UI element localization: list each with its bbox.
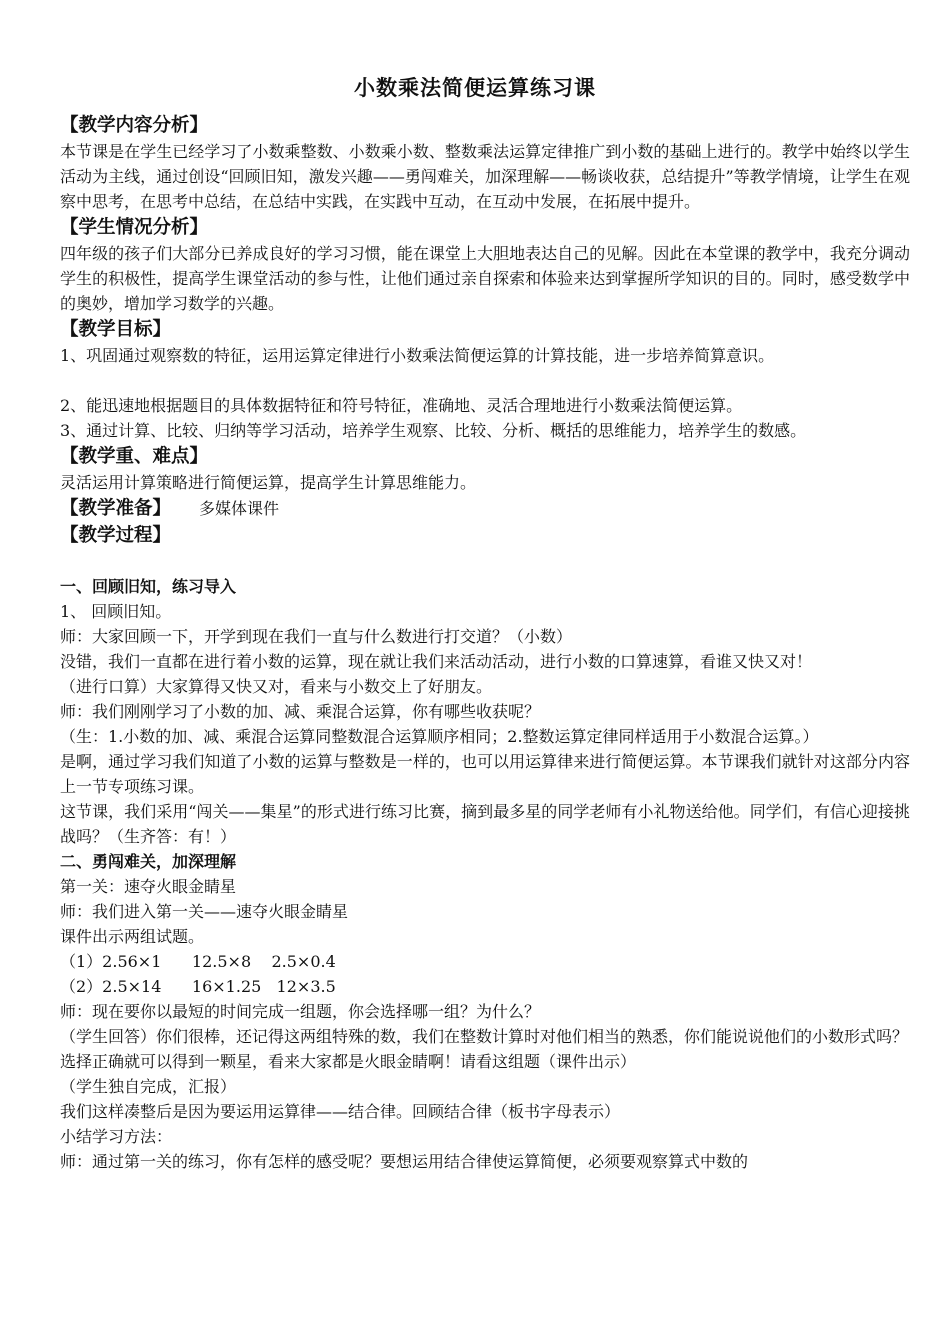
section-1-item: 1、 回顾旧知。 <box>60 602 172 621</box>
section-heading-2: 二、勇闯难关，加深理解 <box>60 852 237 871</box>
section-heading-1: 一、回顾旧知，练习导入 <box>60 577 237 596</box>
section-2-paragraph: （学生回答）你们很棒，还记得这两组特殊的数，我们在整数计算时对他们相当的熟悉，你们能说说他们的小数形式吗？ <box>60 1027 909 1046</box>
spacer <box>60 549 910 574</box>
section-2-paragraph: 选择正确就可以得到一颗星，看来大家都是火眼金睛啊！请看这组题（课件出示） <box>60 1052 637 1071</box>
goal-item-2: 2、能迅速地根据题目的具体数据特征和符号特征，准确地、灵活合理地进行小数乘法简便运算。 <box>60 396 743 415</box>
section-1-paragraph: 师：我们刚刚学习了小数的加、减、乘混合运算，你有哪些收获呢？ <box>60 702 541 721</box>
exercise-group-1: （1）2.56×1 12.5×8 2.5×0.4 <box>60 952 336 971</box>
goal-item-3: 3、通过计算、比较、归纳等学习活动，培养学生观察、比较、分析、概括的思维能力，培养学生的数感。 <box>60 421 807 440</box>
section-1-paragraph: 是啊，通过学习我们知道了小数的运算与整数是一样的，也可以用运算律来进行简便运算。本节课我们就针对这部分内容上一节专项练习课。 <box>60 752 910 796</box>
section-2-paragraph: 我们这样凑整后是因为要运用运算律——结合律。回顾结合律（板书字母表示） <box>60 1102 621 1121</box>
paragraph-content-analysis: 本节课是在学生已经学习了小数乘整数、小数乘小数、整数乘法运算定律推广到小数的基础上进行的。教学中始终以学生活动为主线，通过创设“回顾旧知，激发兴趣——勇闯难关，加深理解——畅谈收获，总结提升”等教学情境，让学生在观察中思考，在思考中总结，在总结中实践，在实践中互动，在互动中发展，在拓展中提升。 <box>60 142 910 211</box>
section-1-paragraph: （生：1.小数的加、减、乘混合运算同整数混合运算顺序相同；2.整数运算定律同样适用于小数混合运算。） <box>60 727 819 746</box>
paragraph-student-analysis: 四年级的孩子们大部分已养成良好的学习习惯，能在课堂上大胆地表达自己的见解。因此在本堂课的教学中，我充分调动学生的积极性，提高学生课堂活动的参与性，让他们通过亲自探索和体验来达到掌握所学知识的目的。同时，感受数学中的奥妙，增加学习数学的兴趣。 <box>60 244 910 313</box>
goal-item-1: 1、巩固通过观察数的特征，运用运算定律进行小数乘法简便运算的计算技能，进一步培养简算意识。 <box>60 346 775 365</box>
heading-teaching-goals: 【教学目标】 <box>60 319 172 340</box>
exercise-group-2: （2）2.5×14 16×1.25 12×3.5 <box>60 977 336 996</box>
section-1-paragraph: 这节课，我们采用“闯关——集星”的形式进行练习比赛，摘到最多星的同学老师有小礼物送给他。同学们，有信心迎接挑战吗？（生齐答：有！） <box>60 802 910 846</box>
heading-teaching-process: 【教学过程】 <box>60 525 172 546</box>
section-1-paragraph: （进行口算）大家算得又快又对，看来与小数交上了好朋友。 <box>60 677 493 696</box>
section-2-paragraph: 第一关：速夺火眼金睛星 <box>60 877 237 896</box>
section-2-paragraph: （学生独自完成，汇报） <box>60 1077 237 1096</box>
heading-content-analysis: 【教学内容分析】 <box>60 115 209 136</box>
document-title: 小数乘法简便运算练习课 <box>354 76 596 100</box>
spacer <box>60 368 910 393</box>
section-1-paragraph: 没错，我们一直都在进行着小数的运算，现在就让我们来活动活动，进行小数的口算速算，看谁又快又对！ <box>60 652 813 671</box>
section-2-paragraph: 师：我们进入第一关——速夺火眼金睛星 <box>60 902 349 921</box>
section-1-paragraph: 师：大家回顾一下，开学到现在我们一直与什么数进行打交道？（小数） <box>60 627 573 646</box>
heading-student-analysis: 【学生情况分析】 <box>60 217 209 238</box>
heading-key-difficulties: 【教学重、难点】 <box>60 446 209 467</box>
paragraph-key-difficulties: 灵活运用计算策略进行简便运算，提高学生计算思维能力。 <box>60 473 477 492</box>
preparation-value: 多媒体课件 <box>199 499 280 518</box>
heading-preparation-label: 【教学准备】 <box>60 498 172 519</box>
heading-teaching-preparation <box>60 495 910 522</box>
section-2-paragraph: 小结学习方法： <box>60 1127 173 1146</box>
section-2-paragraph: 课件出示两组试题。 <box>60 927 205 946</box>
section-2-paragraph: 师：通过第一关的练习，你有怎样的感受呢？要想运用结合律使运算简便，必须要观察算式中数的 <box>60 1152 749 1171</box>
document-body <box>60 112 910 1174</box>
section-2-paragraph: 师：现在要你以最短的时间完成一组题，你会选择哪一组？为什么？ <box>60 1002 541 1021</box>
